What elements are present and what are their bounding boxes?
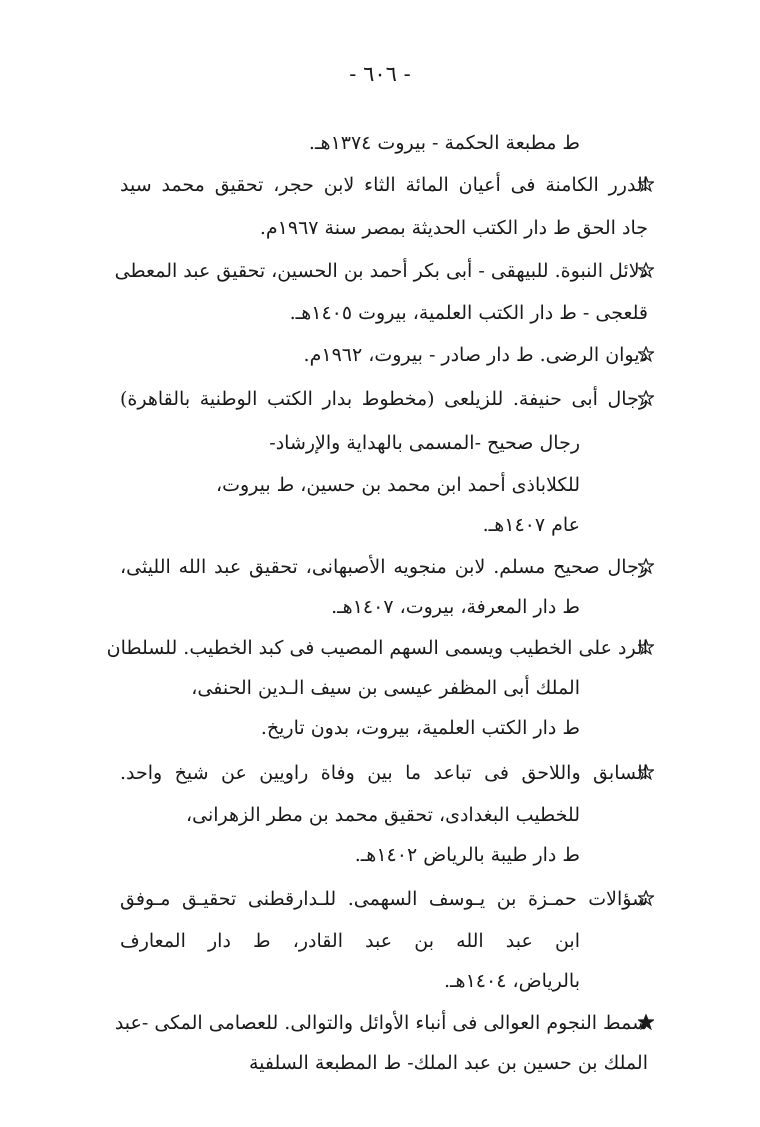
entry-8-line-1: سؤالات حمـزة بن يـوسف السهمى. للـدارقطنى تحقيـق مـوفق bbox=[120, 888, 648, 910]
entry-8-line-3: بالرياض، ١٤٠٤هـ. bbox=[443, 970, 580, 992]
entry-6-line-1: الرد على الخطيب ويسمى السهم المصيب فى كبد الخطيب. للسلطان bbox=[106, 637, 648, 659]
entry-1-line-2: جاد الحق ط دار الكتب الحديثة بمصر سنة ١٩٦٧م. bbox=[259, 217, 648, 239]
entry-6-line-2: الملك أبى المظفر عيسى بن سيف الـدين الحنفى، bbox=[191, 677, 580, 699]
entry-4-line-2: رجال صحيح -المسمى بالهداية والإرشاد- bbox=[269, 432, 580, 454]
entry-1-line-1: الدرر الكامنة فى أعيان المائة الثاء لابن حجر، تحقيق محمد سيد bbox=[120, 174, 648, 196]
entry-6-line-3: ط دار الكتب العلمية، بيروت، بدون تاريخ. bbox=[260, 717, 580, 739]
entry-7-line-1: السابق واللاحق فى تباعد ما بين وفاة راويين عن شيخ واحد. bbox=[120, 762, 648, 784]
continuation-line: ط مطبعة الحكمة - بيروت ١٣٧٤هـ. bbox=[308, 132, 580, 154]
entry-5-line-2: ط دار المعرفة، بيروت، ١٤٠٧هـ. bbox=[331, 596, 580, 618]
entry-8-line-2: ابن عبد الله بن عبد القادر، ط دار المعارف bbox=[120, 930, 580, 952]
entry-9-line-1: سمط النجوم العوالى فى أنباء الأوائل والتوالى. للعصامى المكى -عبد bbox=[114, 1012, 648, 1034]
entry-9-line-2: الملك بن حسين بن عبد الملك- ط المطبعة السلفية bbox=[248, 1052, 648, 1074]
entry-2-line-2: قلعجى - ط دار الكتب العلمية، بيروت ١٤٠٥هـ. bbox=[289, 302, 648, 324]
entry-3-line-1: ديوان الرضى. ط دار صادر - بيروت، ١٩٦٢م. bbox=[303, 344, 648, 366]
entry-2-line-1: دلائل النبوة. للبيهقى - أبى بكر أحمد بن الحسين، تحقيق عبد المعطى bbox=[114, 260, 648, 282]
entry-5-line-1: رجال صحيح مسلم. لابن منجويه الأصبهانى، تحقيق عبد الله الليثى، bbox=[120, 556, 648, 578]
entry-7-line-2: للخطيب البغدادى، تحقيق محمد بن مطر الزهرانى، bbox=[186, 804, 580, 826]
page-number: - ٦٠٦ - bbox=[349, 62, 411, 86]
entry-4-line-4: عام ١٤٠٧هـ. bbox=[482, 514, 580, 536]
entry-7-line-3: ط دار طيبة بالرياض ١٤٠٢هـ. bbox=[354, 844, 580, 866]
entry-4-line-3: للكلاباذى أحمد ابن محمد بن حسين، ط بيروت، bbox=[215, 474, 580, 496]
entry-4-line-1: رجال أبى حنيفة. للزيلعى (مخطوط بدار الكتب الوطنية بالقاهرة) bbox=[120, 388, 648, 410]
